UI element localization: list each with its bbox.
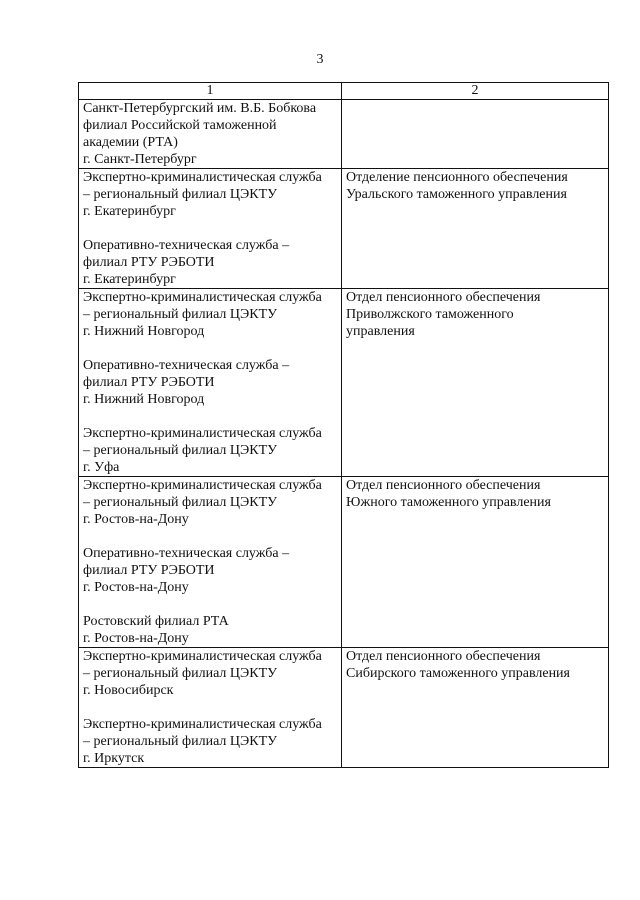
page-number: 3 [316,52,324,67]
text-line: Экспертно-криминалистическая служба [83,478,322,493]
pension-office-cell [342,289,609,477]
pension-office-cell [342,100,609,169]
text-line: г. Екатеринбург [83,204,176,219]
table-header-row [79,83,609,100]
text-line: Экспертно-криминалистическая служба [83,649,322,664]
text-line: Оперативно-техническая служба – [83,358,290,373]
pension-office-cell [342,648,609,768]
text-line: филиал Российской таможенной [83,118,277,133]
text-line: – региональный филиал ЦЭКТУ [83,307,278,322]
text-line: Сибирского таможенного управления [346,666,570,681]
text-line: г. Санкт-Петербург [83,152,197,167]
institution-entry [83,613,337,647]
institution-entry [83,237,337,288]
institution-entry [83,545,337,596]
institution-cell [79,289,342,477]
text-line: академии (РТА) [83,135,178,150]
text-line: г. Иркутск [83,751,145,766]
institution-entry [83,100,337,168]
institution-cell [79,100,342,169]
text-line: Южного таможенного управления [346,495,551,510]
institution-entry [83,169,337,220]
text-line: – региональный филиал ЦЭКТУ [83,187,278,202]
text-line: Санкт-Петербургский им. В.Б. Бобкова [83,101,317,116]
text-line: Экспертно-криминалистическая служба [83,290,322,305]
text-line: Ростовский филиал РТА [83,614,229,629]
text-line: – региональный филиал ЦЭКТУ [83,734,278,749]
institution-cell [79,477,342,648]
table-row [79,477,609,648]
text-line: г. Уфа [83,460,120,475]
text-line: Экспертно-криминалистическая служба [83,426,322,441]
text-line: Оперативно-техническая служба – [83,546,290,561]
text-line: г. Ростов-на-Дону [83,512,189,527]
text-line: Уральского таможенного управления [346,187,567,202]
text-line: г. Новосибирск [83,683,174,698]
institution-entry [83,425,337,476]
institution-entry [83,357,337,408]
text-line: г. Ростов-на-Дону [83,580,189,595]
institution-cell [79,648,342,768]
text-line: г. Нижний Новгород [83,392,205,407]
text-line: – региональный филиал ЦЭКТУ [83,443,278,458]
text-line: Отдел пенсионного обеспечения [346,478,541,493]
table-body [79,100,609,768]
pension-office-cell [342,169,609,289]
column-header-1: 1 [79,83,342,100]
text-line: Отделение пенсионного обеспечения [346,170,568,185]
institution-entry [83,289,337,340]
institution-entry [83,716,337,767]
pension-office-cell [342,477,609,648]
text-line: г. Ростов-на-Дону [83,631,189,646]
text-line: управления [346,324,415,339]
institution-cell [79,169,342,289]
text-line: Экспертно-криминалистическая служба [83,717,322,732]
table-row [79,169,609,289]
text-line: филиал РТУ РЭБОТИ [83,255,215,270]
text-line: Оперативно-техническая служба – [83,238,290,253]
institution-entry [83,477,337,528]
column-header-2: 2 [342,83,609,100]
text-line: Экспертно-криминалистическая служба [83,170,322,185]
table-row [79,100,609,169]
text-line: г. Нижний Новгород [83,324,205,339]
text-line: филиал РТУ РЭБОТИ [83,375,215,390]
text-line: г. Екатеринбург [83,272,176,287]
table-row [79,289,609,477]
institution-entry [83,648,337,699]
text-line: Отдел пенсионного обеспечения [346,649,541,664]
document-table [78,82,609,768]
text-line: филиал РТУ РЭБОТИ [83,563,215,578]
text-line: Отдел пенсионного обеспечения [346,290,541,305]
text-line: Приволжского таможенного [346,307,514,322]
table-row [79,648,609,768]
text-line: – региональный филиал ЦЭКТУ [83,666,278,681]
text-line: – региональный филиал ЦЭКТУ [83,495,278,510]
